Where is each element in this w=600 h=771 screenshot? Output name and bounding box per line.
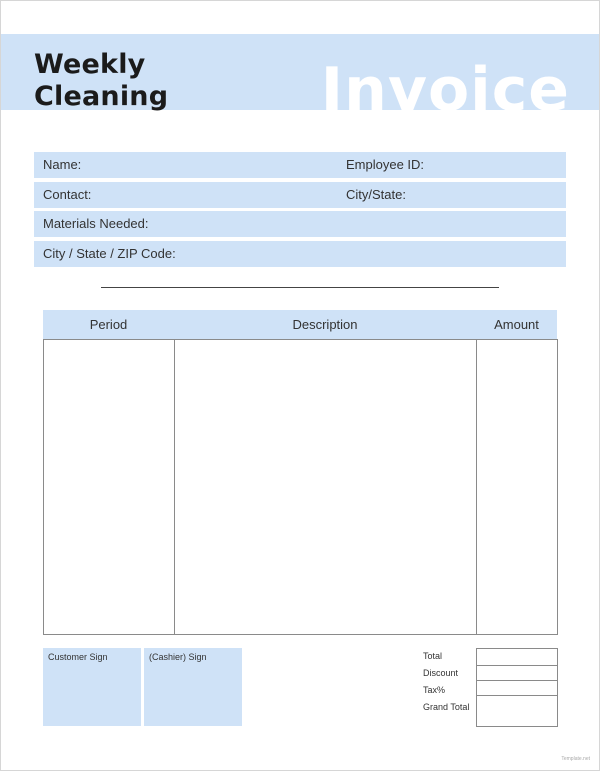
grand-total-label: Grand Total	[423, 702, 470, 712]
total-box	[476, 648, 558, 666]
separator-line	[101, 287, 499, 288]
materials-label: Materials Needed:	[43, 216, 149, 231]
employee-id-label: Employee ID:	[346, 157, 425, 172]
discount-box	[476, 665, 558, 681]
amount-header: Amount	[494, 317, 539, 332]
document-title	[34, 49, 168, 113]
invoice-heading: Invoice	[320, 56, 570, 110]
name-label: Name:	[43, 157, 82, 172]
period-header: Period	[89, 317, 128, 332]
column-divider	[174, 340, 175, 634]
contact-row	[34, 182, 566, 208]
title-line-1: Weekly	[34, 49, 146, 80]
description-header: Description	[292, 317, 358, 332]
city-state-label: City/State:	[346, 187, 406, 202]
city-state-zip-label: City / State / ZIP Code:	[43, 246, 176, 261]
table-body	[43, 339, 558, 635]
title-line-2: Cleaning	[34, 81, 169, 112]
table-header	[43, 310, 557, 339]
total-label: Total	[423, 651, 443, 661]
name-row	[34, 152, 566, 178]
tax-label: Tax%	[423, 685, 446, 695]
watermark: Template.net	[561, 756, 590, 762]
tax-box	[476, 681, 558, 696]
column-divider	[476, 340, 477, 634]
materials-row	[34, 211, 566, 237]
cashier-sign-box	[144, 648, 242, 726]
customer-sign-label: Customer Sign	[48, 652, 108, 662]
address-row	[34, 241, 566, 267]
customer-sign-box	[43, 648, 141, 726]
discount-label: Discount	[423, 668, 459, 678]
grand-total-box	[476, 696, 558, 727]
cashier-sign-label: (Cashier) Sign	[149, 652, 207, 662]
contact-label: Contact:	[43, 187, 92, 202]
